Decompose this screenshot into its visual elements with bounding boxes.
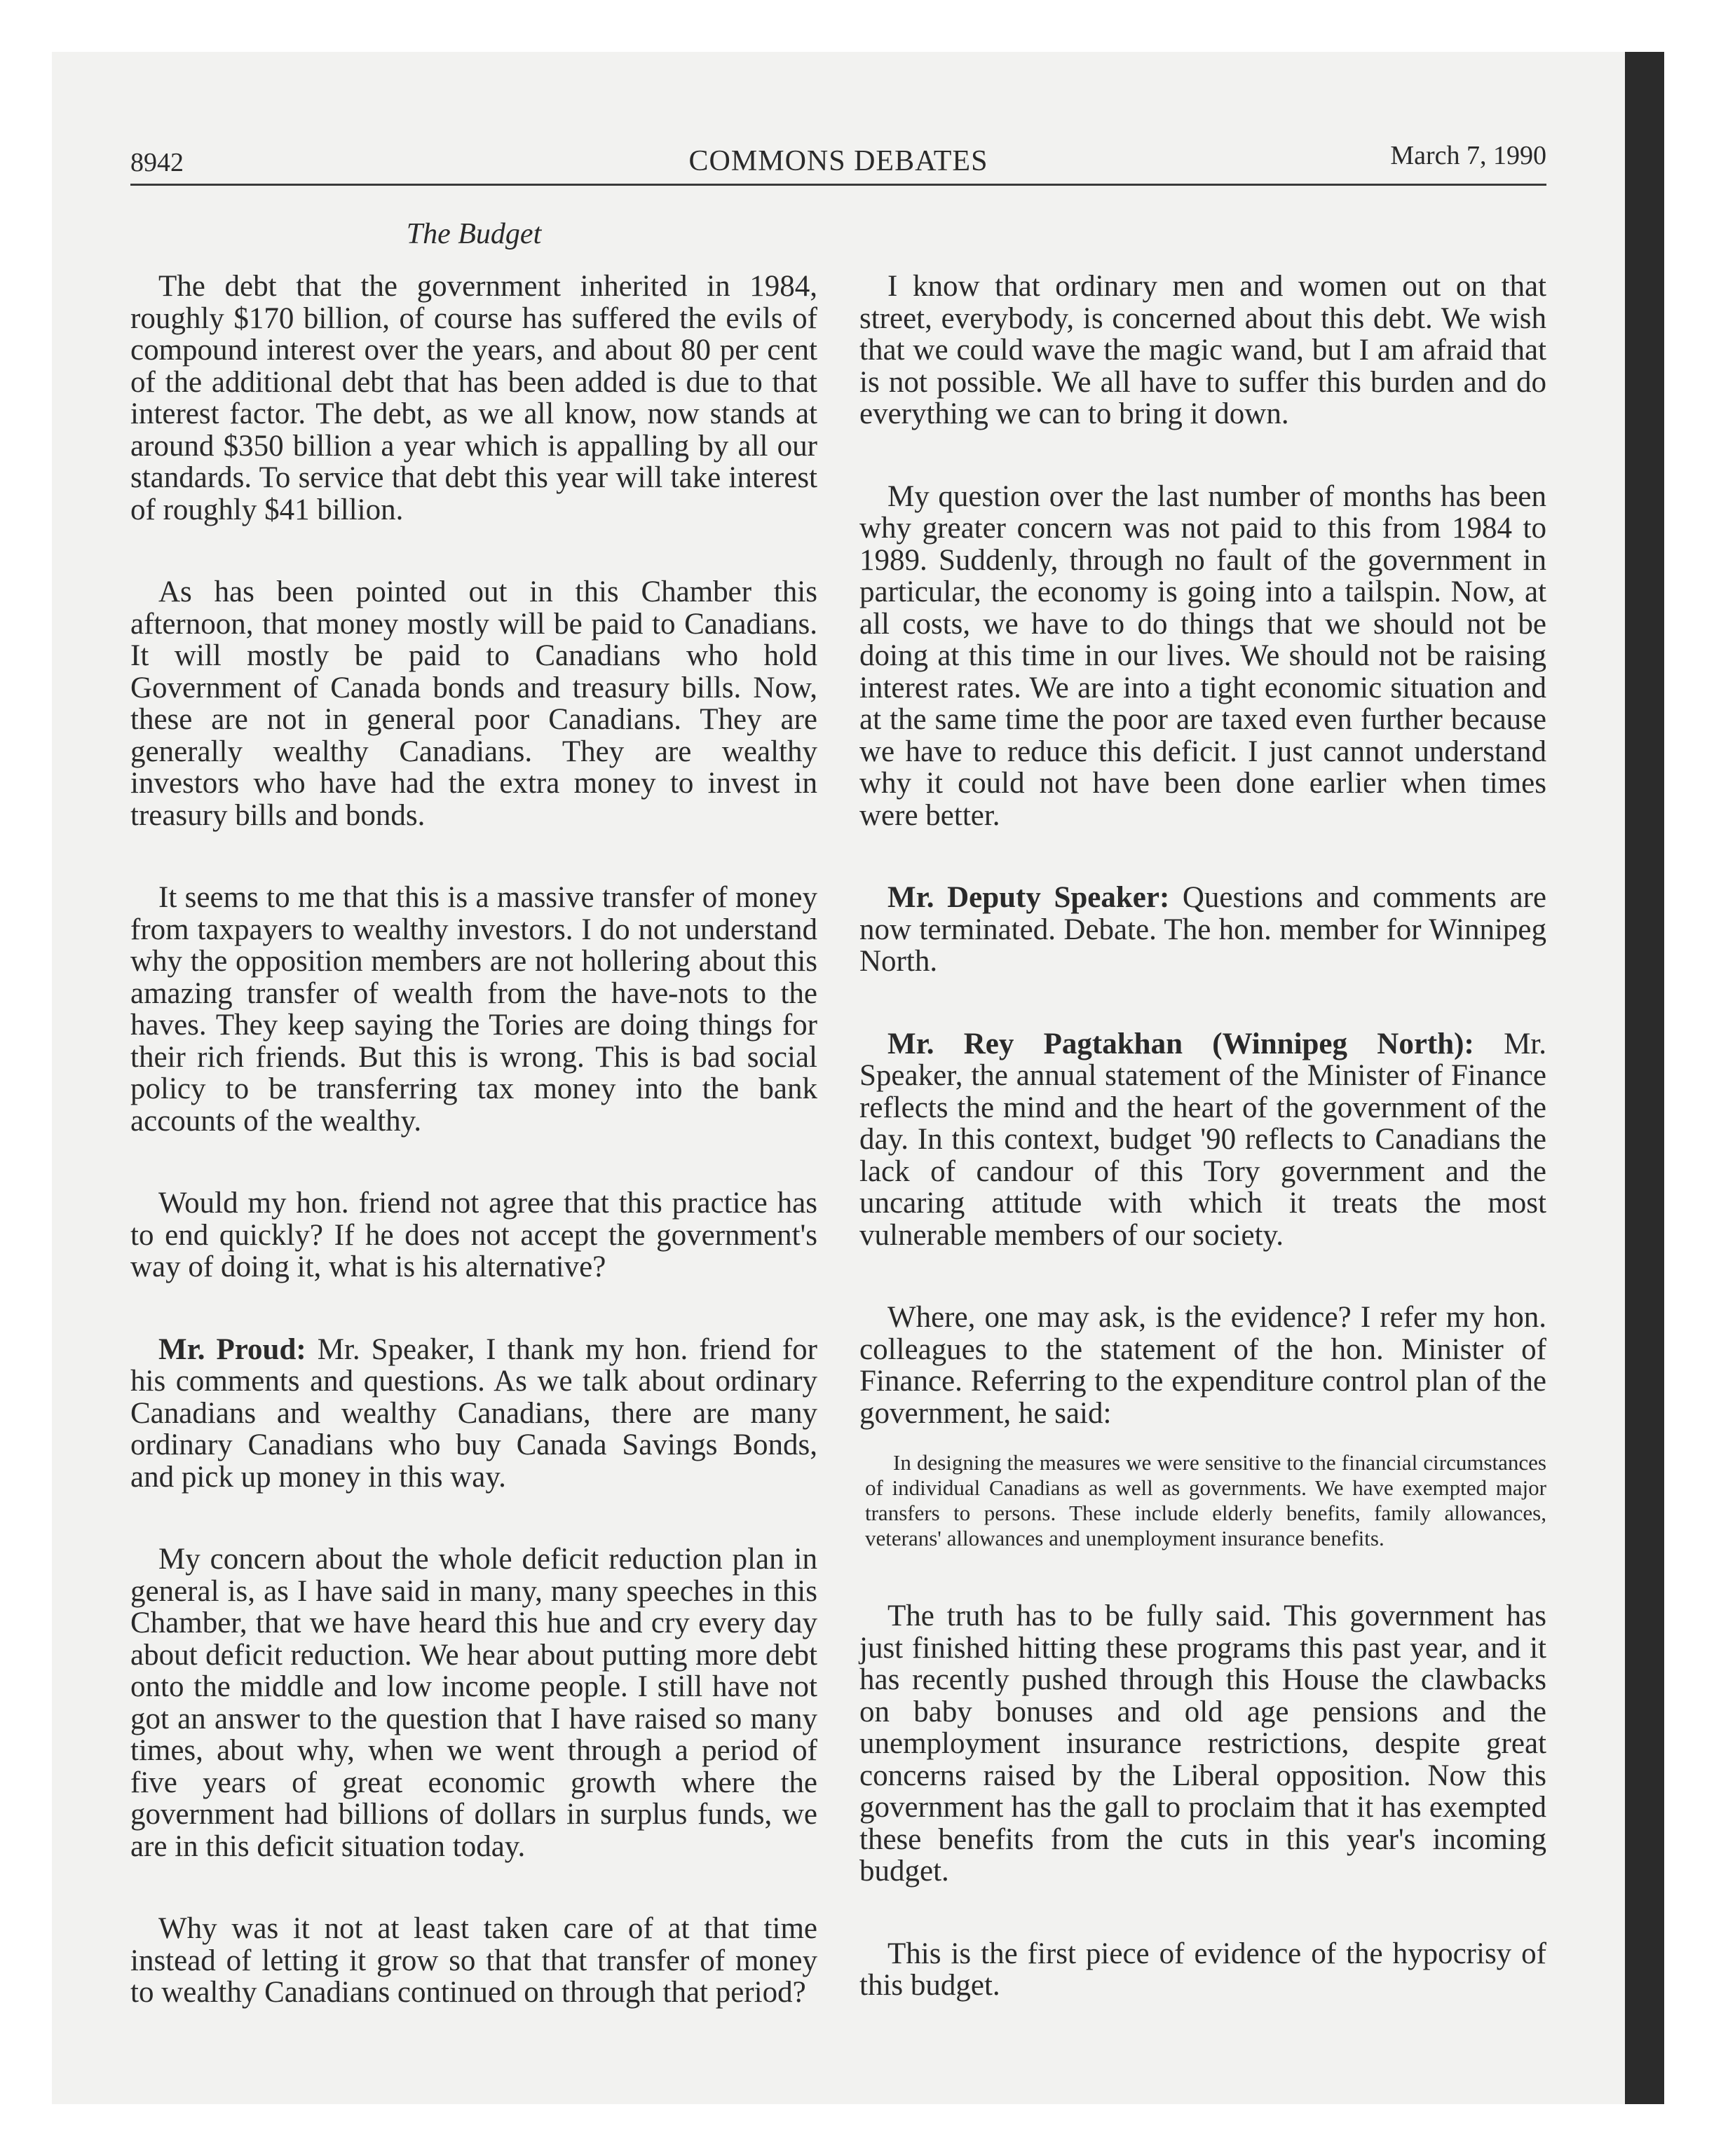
header-rule: [130, 184, 1546, 186]
left-column: [130, 271, 817, 2059]
speech-text: Mr. Speaker, I thank my hon. friend for his comments and questions. As we talk about ordinary Canadians and wealthy Canadians, there are many ordinary Canadians who buy Canada Savings Bonds, and pick up money in this way.: [130, 1332, 817, 1494]
page-header: [130, 140, 1546, 185]
paragraph: This is the first piece of evidence of the hypocrisy of this budget.: [859, 1937, 1546, 2002]
publication-title: COMMONS DEBATES: [688, 145, 988, 177]
paragraph: It seems to me that this is a massive transfer of money from taxpayers to wealthy investors. I do not understand why the opposition members are not hollering about this amazing transfer of wealth from the have-nots to the haves. They keep saying the Tories are doing things for their rich friends. But this is wrong. This is bad social policy to be transferring tax money into the bank accounts of the wealthy.: [130, 881, 817, 1138]
paragraph: The debt that the government inherited in 1984, roughly $170 billion, of course has suffered the evils of compound interest over the years, and about 80 per cent of the additional debt that has been added is due to that interest factor. The debt, as we all know, now stands at around $350 billion a year which is appalling by all our standards. To service that debt this year will take interest of roughly $41 billion.: [130, 270, 817, 526]
paragraph: The truth has to be fully said. This government has just finished hitting these programs this past year, and it has recently pushed through this House the clawbacks on baby bonuses and old age pensions and the unemployment insurance restrictions, despite great concerns raised by the Liberal opposition. Now this government has the gall to proclaim that it has exempted these benefits from the cuts in this year's incoming budget.: [859, 1599, 1546, 1888]
paragraph: My question over the last number of months has been why greater concern was not paid to this from 1984 to 1989. Suddenly, through no fault of the government in particular, the economy is going into a tailspin. Now, at all costs, we have to do things that we should not be doing at this time in our lives. We should not be raising interest rates. We are into a tight economic situation and at the same time the poor are taxed even further because we have to reduce this deficit. I just cannot understand why it could not have been done earlier when times were better.: [859, 479, 1546, 832]
page-date: March 7, 1990: [1390, 141, 1546, 170]
block-quote: In designing the measures we were sensitive to the financial circumstances of individual Canadians as well as governments. We have exempted major transfers to persons. These include elderly benefits, family allowances, veterans' allowances and unemployment insurance benefits.: [865, 1450, 1546, 1550]
paragraph: My concern about the whole deficit reduction plan in general is, as I have said in many, many speeches in this Chamber, that we have heard this hue and cry every day about deficit reduction. We hear about putting more debt onto the middle and low income people. I still have not got an answer to the question that I have raised so many times, about why, when we went through a period of five years of great economic growth where the government had billions of dollars in surplus funds, we are in this deficit situation today.: [130, 1543, 817, 1863]
page-number: 8942: [130, 148, 184, 177]
right-column: [859, 271, 1546, 2052]
speaker-paragraph: [859, 882, 1546, 978]
speaker-name: Mr. Proud:: [158, 1332, 306, 1366]
speaker-name: Mr. Rey Pagtakhan (Winnipeg North):: [887, 1027, 1474, 1060]
speech-text: Mr. Speaker, the annual statement of the Minister of Finance reflects the mind and the heart of the government of the day. In this context, budget '90 reflects to Canadians the lack of candour of this Tory government and the uncaring attitude with which it treats the most vulnerable members of our society.: [859, 1027, 1546, 1252]
paragraph: I know that ordinary men and women out on that street, everybody, is concerned about this debt. We wish that we could wave the magic wand, but I am afraid that is not possible. We all have to suffer this burden and do everything we can to bring it down.: [859, 270, 1546, 430]
speech-text: Questions and comments are now terminated. Debate. The hon. member for Winnipeg North.: [859, 881, 1546, 978]
speaker-name: Mr. Deputy Speaker:: [887, 881, 1170, 914]
paragraph: Would my hon. friend not agree that this practice has to end quickly? If he does not accept the government's way of doing it, what is his alternative?: [130, 1187, 817, 1283]
paragraph: Why was it not at least taken care of at that time instead of letting it grow so that that transfer of money to wealthy Canadians continued on through that period?: [130, 1912, 817, 2009]
paragraph: As has been pointed out in this Chamber this afternoon, that money mostly will be paid to Canadians. It will mostly be paid to Canadians who hold Government of Canada bonds and treasury bills. Now, these are not in general poor Canadians. They are generally wealthy Canadians. They are wealthy investors who have had the extra money to invest in treasury bills and bonds.: [130, 575, 817, 832]
paragraph: Where, one may ask, is the evidence? I refer my hon. colleagues to the statement of the hon. Minister of Finance. Referring to the expenditure control plan of the government, he said:: [859, 1301, 1546, 1430]
speaker-paragraph: [859, 1028, 1546, 1252]
section-title: The Budget: [406, 218, 542, 250]
speaker-paragraph: [130, 1334, 817, 1494]
scan-edge-shadow: [1625, 52, 1664, 2104]
